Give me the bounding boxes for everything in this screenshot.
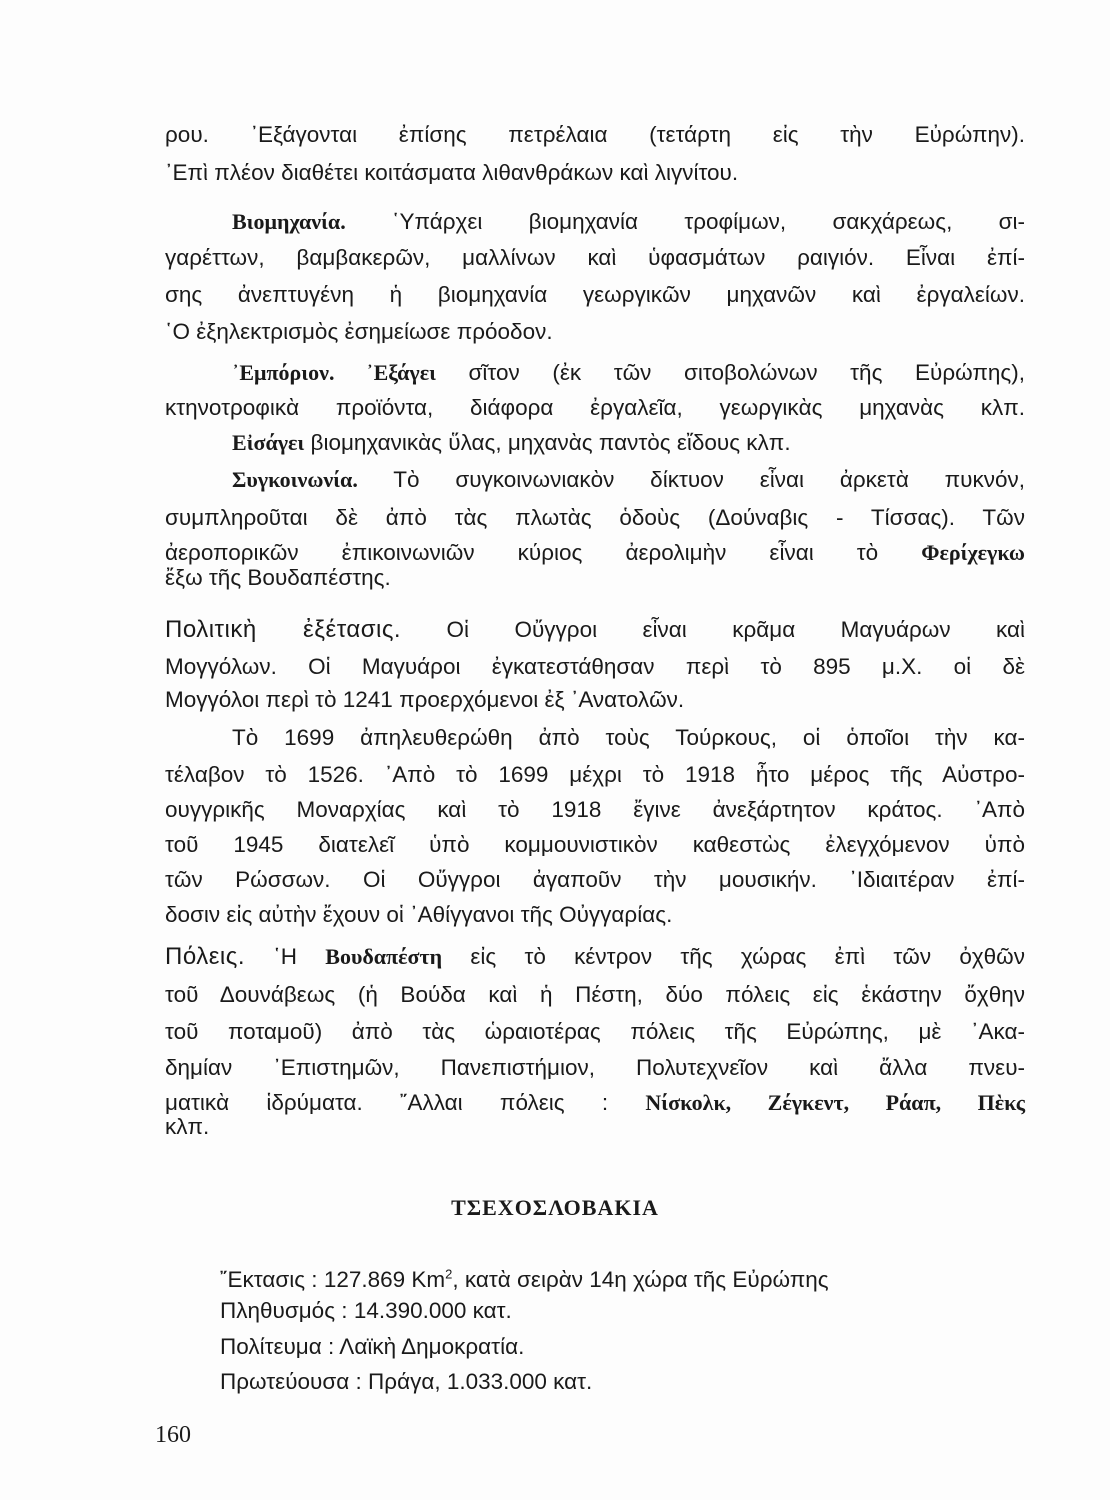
text-line: γαρέττων, βαμβακερῶν, μαλλίνων καὶ ὑφασμάτων ραιγιόν. Εἶναι ἐπί-: [165, 245, 1025, 270]
paragraph-communication: Συγκοινωνία. Τὸ συγκοινωνιακὸν δίκτυον εἶναι ἀρκετὰ πυκνόν,: [232, 467, 1025, 492]
heading-commerce: ᾿Εμπόριον. ᾿Εξάγει: [232, 360, 436, 385]
text-line: κλπ.: [165, 1114, 210, 1139]
text-line: ῾Ο ἐξηλεκτρισμὸς ἐσημείωσε πρόοδον.: [165, 319, 553, 344]
text-line: τῶν Ρώσσων. Οἱ Οὔγγροι ἀγαποῦν τὴν μουσικήν. ᾿Ιδιαιτέραν ἐπί-: [165, 867, 1025, 892]
airport-name: Φερίχεγκω: [921, 540, 1025, 565]
text-line: ρου. ᾿Εξάγονται ἐπίσης πετρέλαια (τετάρτη εἰς τὴν Εὐρώπην).: [165, 122, 1025, 147]
heading-political: Πολιτικὴ ἐξέτασις.: [165, 616, 402, 643]
heading-communication: Συγκοινωνία.: [232, 467, 358, 492]
heading-imports: Εἰσάγει: [232, 430, 305, 455]
fact-population: Πληθυσμός : 14.390.000 κατ.: [220, 1298, 512, 1323]
heading-industry: Βιομηχανία.: [232, 209, 346, 234]
text-line: ἀεροπορικῶν ἐπικοινωνιῶν κύριος ἀερολιμὴν εἶναι τὸ Φερίχεγκω: [165, 540, 1025, 565]
other-cities: Νίσκολκ, Ζέγκεντ, Ράαπ, Πὲκς: [645, 1090, 1025, 1115]
text-line: κτηνοτροφικὰ προϊόντα, διάφορα ἐργαλεῖα, γεωργικὰς μηχανὰς κλπ.: [165, 395, 1025, 420]
text-line: ἔξω τῆς Βουδαπέστης.: [165, 565, 391, 590]
paragraph-political: Πολιτικὴ ἐξέτασις. Οἱ Οὔγγροι εἶναι κρᾶμα Μαγυάρων καὶ: [165, 616, 1026, 643]
text-line: τοῦ Δουνάβεως (ἡ Βούδα καὶ ἡ Πέστη, δύο πόλεις εἰς ἑκάστην ὄχθην: [165, 982, 1025, 1007]
fact-government: Πολίτευμα : Λαϊκὴ Δημοκρατία.: [220, 1334, 525, 1359]
text-line: τοῦ ποταμοῦ) ἀπὸ τὰς ὡραιοτέρας πόλεις τῆς Εὐρώπης, μὲ ᾿Ακα-: [165, 1019, 1025, 1044]
text-line: τέλαβον τὸ 1526. ᾿Απὸ τὸ 1699 μέχρι τὸ 1918 ἦτο μέρος τῆς Αὐστρο-: [165, 762, 1025, 787]
page-number: 160: [155, 1422, 191, 1448]
text-line: συμπληροῦται δὲ ἀπὸ τὰς πλωτὰς ὁδοὺς (Δούναβις - Τίσσας). Τῶν: [165, 505, 1025, 530]
text-line: ουγγρικῆς Μοναρχίας καὶ τὸ 1918 ἔγινε ἀνεξάρτητον κράτος. ᾿Απὸ: [165, 797, 1025, 822]
heading-cities: Πόλεις.: [165, 943, 245, 970]
paragraph-imports: Εἰσάγει βιομηχανικὰς ὕλας, μηχανὰς παντὸς εἴδους κλπ.: [232, 430, 791, 455]
text-line: δοσιν εἰς αὐτὴν ἔχουν οἱ ᾿Αθίγγανοι τῆς Οὐγγαρίας.: [165, 902, 673, 927]
section-title: ΤΣΕΧΟΣΛΟΒΑΚΙΑ: [451, 1195, 659, 1220]
paragraph-cities: Πόλεις. ῾Η Βουδαπέστη εἰς τὸ κέντρον τῆς χώρας ἐπὶ τῶν ὀχθῶν: [165, 943, 1025, 970]
city-budapest: Βουδαπέστη: [325, 944, 443, 969]
paragraph-commerce: ᾿Εμπόριον. ᾿Εξάγει σῖτον (ἐκ τῶν σιτοβολώνων τῆς Εὐρώπης),: [232, 360, 1025, 385]
text-line: Μογγόλων. Οἱ Μαγυάροι ἐγκατεστάθησαν περὶ τὸ 895 μ.Χ. οἱ δὲ: [165, 654, 1025, 679]
text-line: ματικὰ ἱδρύματα. ῎Αλλαι πόλεις : Νίσκολκ, Ζέγκεντ, Ράαπ, Πὲκς: [165, 1090, 1025, 1115]
text-line: Τὸ 1699 ἀπηλευθερώθη ἀπὸ τοὺς Τούρκους, οἱ ὁποῖοι τὴν κα-: [232, 725, 1025, 750]
text-line: δημίαν ᾿Επιστημῶν, Πανεπιστήμιον, Πολυτεχνεῖον καὶ ἄλλα πνευ-: [165, 1055, 1025, 1080]
text-line: ᾿Επὶ πλέον διαθέτει κοιτάσματα λιθανθράκων καὶ λιγνίτου.: [165, 160, 739, 185]
paragraph-industry: Βιομηχανία. ῾Υπάρχει βιομηχανία τροφίμων, σακχάρεως, σι-: [232, 209, 1025, 234]
text-line: σης ἀνεπτυγένη ἡ βιομηχανία γεωργικῶν μηχανῶν καὶ ἐργαλείων.: [165, 282, 1025, 307]
text-line: τοῦ 1945 διατελεῖ ὑπὸ κομμουνιστικὸν καθεστὼς ἐλεγχόμενον ὑπὸ: [165, 832, 1025, 857]
text-line: Μογγόλοι περὶ τὸ 1241 προερχόμενοι ἐξ ᾿Ανατολῶν.: [165, 687, 685, 712]
fact-capital: Πρωτεύουσα : Πράγα, 1.033.000 κατ.: [220, 1369, 593, 1394]
fact-area: ῎Εκτασις : 127.869 Km$^2$, κατὰ σειρὰν 14η χώρα τῆς Εὐρώπης: [220, 1266, 829, 1292]
